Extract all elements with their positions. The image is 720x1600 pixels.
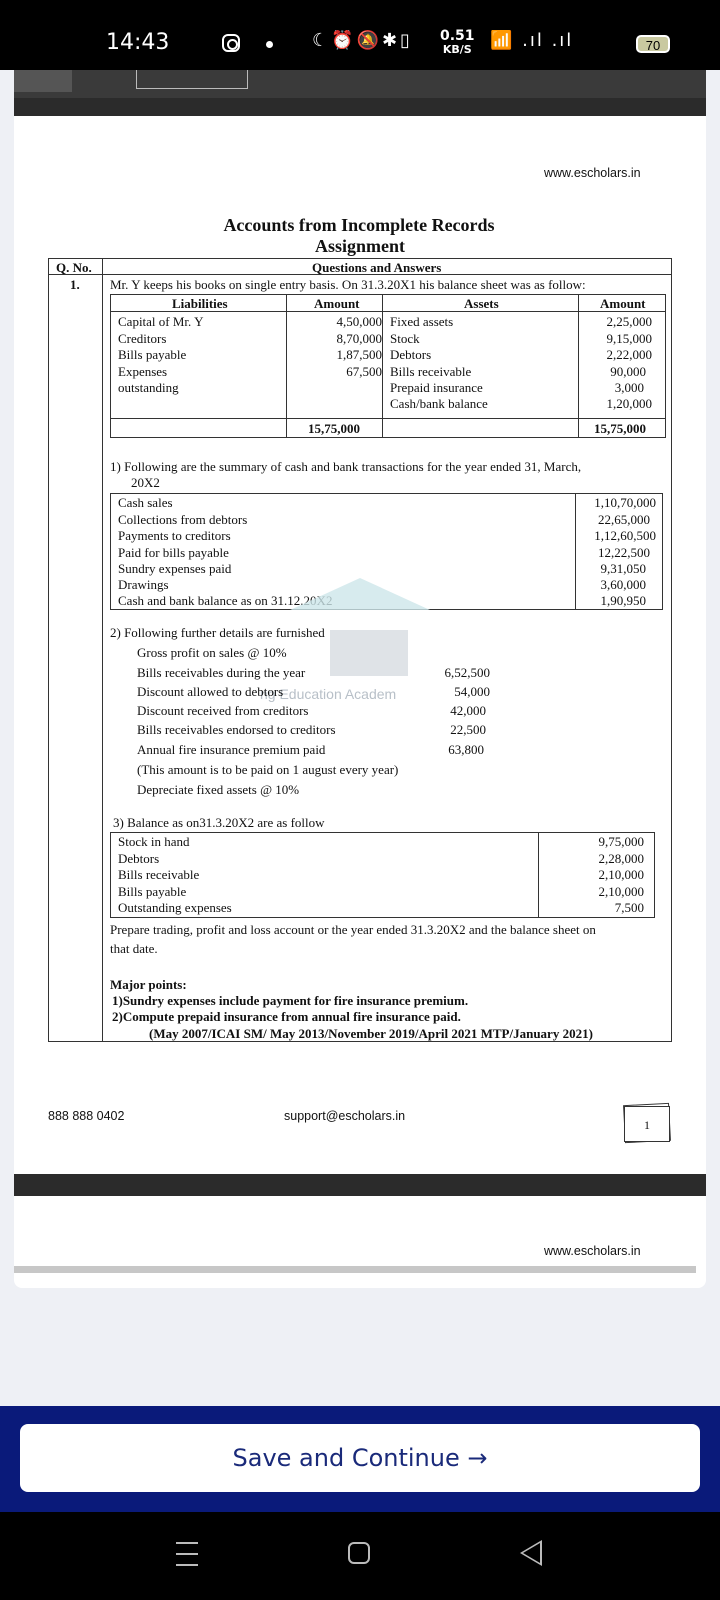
system-nav-bar bbox=[0, 1512, 720, 1600]
question-number: 1. bbox=[70, 277, 80, 292]
transaction-item: Sundry expenses paid bbox=[118, 561, 232, 576]
liability-amount: 8,70,000 bbox=[336, 331, 382, 346]
transaction-amount: 1,12,60,500 bbox=[594, 528, 656, 543]
document-title: Accounts from Incomplete Records bbox=[223, 215, 495, 235]
transaction-item: Payments to creditors bbox=[118, 528, 231, 543]
detail-item: Gross profit on sales @ 10% bbox=[137, 645, 287, 660]
signal-icons: 📶 .ıl .ıl bbox=[490, 30, 574, 51]
transaction-amount: 1,90,950 bbox=[600, 593, 646, 608]
transaction-amount: 1,10,70,000 bbox=[594, 495, 656, 510]
asset-item: Bills receivable bbox=[390, 364, 472, 379]
battery-level: 70 bbox=[645, 38, 661, 53]
bs-header-assets: Assets bbox=[464, 296, 499, 311]
question-intro: Mr. Y keeps his books on single entry basis. On 31.3.20X1 his balance sheet was as follow: bbox=[110, 277, 586, 292]
speed-unit: KB/S bbox=[442, 43, 472, 56]
balance-item: Outstanding expenses bbox=[118, 900, 232, 915]
transaction-item: Cash sales bbox=[118, 495, 173, 510]
detail-amount: 63,800 bbox=[448, 742, 484, 757]
major-point: 2)Compute prepaid insurance from annual fire insurance paid. bbox=[112, 1009, 461, 1024]
detail-amount: 22,500 bbox=[450, 722, 486, 737]
asset-amount: 2,22,000 bbox=[606, 347, 652, 362]
asset-item: Cash/bank balance bbox=[390, 396, 488, 411]
viewer-toolbar bbox=[14, 70, 706, 116]
detail-item: Depreciate fixed assets @ 10% bbox=[137, 782, 300, 797]
transaction-amount: 9,31,050 bbox=[600, 561, 646, 576]
watermark-book-icon bbox=[330, 630, 408, 676]
balance-amount: 7,500 bbox=[614, 900, 644, 915]
detail-item: Annual fire insurance premium paid bbox=[137, 742, 326, 757]
balance-amount: 2,28,000 bbox=[598, 851, 644, 866]
liability-item: Bills payable bbox=[118, 347, 187, 362]
footer-email: support@escholars.in bbox=[284, 1109, 406, 1123]
total-liabilities: 15,75,000 bbox=[308, 421, 360, 436]
sidebar-toggle-button[interactable] bbox=[14, 70, 72, 92]
asset-amount: 1,20,000 bbox=[606, 396, 652, 411]
liability-amount: 4,50,000 bbox=[336, 314, 382, 329]
recents-icon[interactable] bbox=[176, 1542, 198, 1566]
total-assets: 15,75,000 bbox=[594, 421, 646, 436]
watermark-cap-icon bbox=[290, 578, 430, 610]
balance-amount: 9,75,000 bbox=[598, 834, 644, 849]
section1-heading-cont: 20X2 bbox=[131, 475, 160, 490]
major-point: 1)Sundry expenses include payment for fire insurance premium. bbox=[112, 993, 469, 1008]
page-separator bbox=[14, 1174, 706, 1196]
transaction-amount: 3,60,000 bbox=[600, 577, 646, 592]
transaction-item: Drawings bbox=[118, 577, 169, 592]
bs-header-amount: Amount bbox=[314, 296, 360, 311]
home-icon[interactable] bbox=[348, 1542, 370, 1564]
prepare-instruction-cont: that date. bbox=[110, 941, 158, 956]
document-subtitle: Assignment bbox=[314, 236, 405, 256]
balance-item: Bills payable bbox=[118, 884, 187, 899]
liability-item: Creditors bbox=[118, 331, 167, 346]
transaction-item: Cash and bank balance as on 31.12.20X2 bbox=[118, 593, 333, 608]
speed-value: 0.51 bbox=[440, 28, 475, 44]
instagram-icon bbox=[222, 34, 240, 52]
next-page-rule bbox=[14, 1266, 696, 1273]
page-number: 1 bbox=[624, 1106, 670, 1142]
asset-amount: 3,000 bbox=[614, 380, 644, 395]
balance-item: Bills receivable bbox=[118, 867, 200, 882]
liability-item: Capital of Mr. Y bbox=[118, 314, 204, 329]
qa-header: Questions and Answers bbox=[312, 260, 442, 275]
transaction-amount: 22,65,000 bbox=[598, 512, 650, 527]
section1-heading: 1) Following are the summary of cash and bank transactions for the year ended 31, March, bbox=[110, 459, 582, 474]
balance-item: Debtors bbox=[118, 851, 160, 866]
section2-heading: 2) Following further details are furnished bbox=[110, 625, 325, 640]
page-number-input[interactable] bbox=[136, 70, 248, 89]
balance-amount: 2,10,000 bbox=[598, 884, 644, 899]
balance-amount: 2,10,000 bbox=[598, 867, 644, 882]
notification-dot-icon bbox=[266, 41, 273, 48]
detail-amount: 54,000 bbox=[454, 684, 490, 699]
transaction-item: Paid for bills payable bbox=[118, 545, 229, 560]
status-icons: ☾⏰🔕✱▯ bbox=[312, 30, 413, 51]
detail-item: Discount allowed to debtors bbox=[137, 684, 284, 699]
page-number-badge bbox=[622, 1104, 674, 1144]
liability-amount: 67,500 bbox=[346, 364, 382, 379]
clock: 14:43 bbox=[106, 30, 170, 55]
exam-references: (May 2007/ICAI SM/ May 2013/November 2019/April 2021 MTP/January 2021) bbox=[149, 1026, 593, 1041]
network-speed bbox=[440, 30, 475, 56]
detail-item: Bills receivables during the year bbox=[137, 665, 306, 680]
watermark-text: ng Education Academ bbox=[260, 686, 397, 702]
back-icon[interactable] bbox=[520, 1540, 542, 1566]
bottom-action-bar bbox=[0, 1406, 720, 1512]
bs-header-liabilities: Liabilities bbox=[172, 296, 228, 311]
detail-item: Discount received from creditors bbox=[137, 703, 309, 718]
asset-item: Stock bbox=[390, 331, 420, 346]
website-header: www.escholars.in bbox=[544, 166, 641, 180]
asset-amount: 90,000 bbox=[610, 364, 646, 379]
next-page-website: www.escholars.in bbox=[544, 1244, 641, 1258]
status-bar bbox=[0, 0, 720, 70]
search-icon[interactable] bbox=[94, 70, 118, 84]
detail-note: (This amount is to be paid on 1 august every year) bbox=[137, 762, 399, 777]
battery-icon bbox=[636, 35, 670, 53]
detail-amount: 6,52,500 bbox=[444, 665, 490, 680]
detail-amount: 42,000 bbox=[450, 703, 486, 718]
qno-header: Q. No. bbox=[56, 260, 92, 275]
asset-amount: 2,25,000 bbox=[606, 314, 652, 329]
bs-header-amount-2: Amount bbox=[600, 296, 646, 311]
asset-item: Prepaid insurance bbox=[390, 380, 483, 395]
asset-item: Debtors bbox=[390, 347, 432, 362]
transaction-item: Collections from debtors bbox=[118, 512, 248, 527]
transaction-amount: 12,22,500 bbox=[598, 545, 650, 560]
liability-item: outstanding bbox=[118, 380, 179, 395]
next-page bbox=[14, 1196, 706, 1288]
balance-item: Stock in hand bbox=[118, 834, 190, 849]
major-points-heading: Major points: bbox=[110, 977, 187, 992]
detail-item: Bills receivables endorsed to creditors bbox=[137, 722, 336, 737]
liability-amount: 1,87,500 bbox=[336, 347, 382, 362]
asset-item: Fixed assets bbox=[390, 314, 454, 329]
prepare-instruction: Prepare trading, profit and loss account or the year ended 31.3.20X2 and the balance sheet on bbox=[110, 922, 596, 937]
section3-heading: 3) Balance as on31.3.20X2 are as follow bbox=[113, 815, 325, 830]
liability-item: Expenses bbox=[118, 364, 168, 379]
asset-amount: 9,15,000 bbox=[606, 331, 652, 346]
footer-phone: 888 888 0402 bbox=[48, 1109, 125, 1123]
save-and-continue-button[interactable]: Save and Continue → bbox=[20, 1424, 700, 1492]
